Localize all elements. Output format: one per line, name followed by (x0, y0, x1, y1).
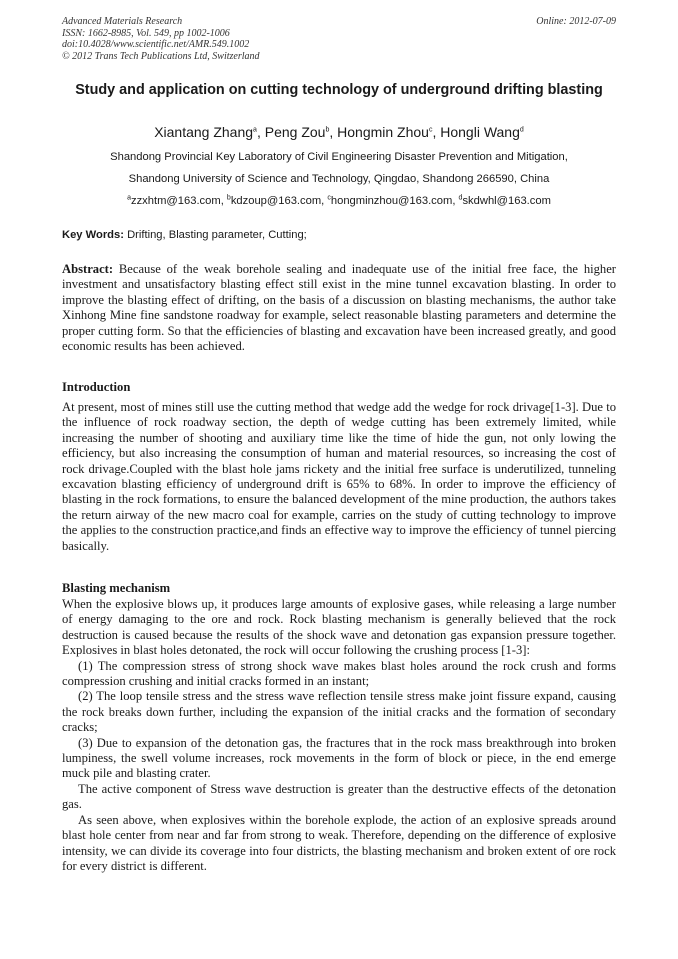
author: Peng Zou$^b$ (264, 124, 330, 140)
mechanism-item-3: (3) Due to expansion of the detonation gas, the fractures that in the rock mass breakthrough into broken lumpiness, the swell volume increases, rock movements in the form of block or piece, in the end emerge muck pile and blasting crater. (62, 735, 616, 781)
abstract-text: Because of the weak borehole sealing and inadequate use of the initial free face, the higher investment and unsatisfactory blasting effect still exist in the mine tunnel excavation blasting. In order to improve the blasting effect of drifting, on the basis of a discussion on blasting mechanisms, the author take Xinhong Mine fine sandstone roadway for example, select reasonable blasting parameters and determine the proper cutting form. So that the efficiencies of blasting and excavation have been increased greatly, and good economic results has been achieved. (62, 262, 616, 354)
mechanism-section (62, 597, 616, 874)
email-list: $^a$zzxhtm@163.com, $^b$kdzoup@163.com, $^c$hongminzhou@163.com, $^d$skdwhl@163.com (127, 194, 551, 207)
author: Xiantang Zhang$^a$ (154, 124, 257, 140)
issn-line: ISSN: 1662-8985, Vol. 549, pp 1002-1006 (62, 27, 230, 39)
mechanism-item-2: (2) The loop tensile stress and the stress wave reflection tensile stress make joint fissure expand, causing the rock breaks down further, including the expansion of the initial cracks and the formation of secondary cracks; (62, 689, 616, 735)
author-list: Xiantang Zhang$^a$, Peng Zou$^b$, Hongmin Zhou$^c$, Hongli Wang$^d$ (154, 124, 524, 140)
journal-name: Advanced Materials Research (62, 16, 183, 27)
keywords-text: Drifting, Blasting parameter, Cutting; (123, 229, 307, 241)
journal-header (62, 16, 260, 62)
introduction-paragraph: At present, most of mines still use the cutting method that wedge add the wedge for rock drivage[1-3]. Due to the influence of rock roadway section, the depth of wedge cutting has been extremely limited, while increasing the number of shooting and auxiliary time like the time of hide the gun, not only lowing the efficiency, but also increasing the consumption of human and material resources, so increasing the cost of rock drivage.Coupled with the blast hole jams rickety and the initial free surface is underutilized, tunneling excavation blasting efficiency of underground drift is 65% to 68%. In order to improve the efficiency of blasting in the rock formations, to ensure the balanced development of the mine production, the authors takes the return airway of the new macro coal for example, carries on the study of cutting technology to improve the applies to the construction practice,and finds an effective way to improve the efficiency of tunnel piercing basically. (62, 400, 616, 553)
email: $^b$kdzoup@163.com (226, 194, 322, 207)
keywords (62, 228, 616, 242)
email: $^d$skdwhl@163.com (458, 194, 551, 207)
online-date: Online: 2012-07-09 (536, 16, 616, 27)
mechanism-paragraph-2: The active component of Stress wave destruction is greater than the destructive effects of the detonation gas. (62, 781, 616, 812)
author: Hongli Wang$^d$ (440, 124, 524, 140)
email: $^a$zzxhtm@163.com (127, 194, 221, 207)
doi-line: doi:10.4028/www.scientific.net/AMR.549.1002 (62, 39, 250, 50)
email: $^c$hongminzhou@163.com (327, 194, 453, 207)
mechanism-paragraph-1: When the explosive blows up, it produces large amounts of explosive gases, while releasing a large number of energy damaging to the ore and rock. Rock blasting mechanism is generally believed that the rock destruction is caused because the results of the shock wave and detonation gas expansion pressure together. Explosives in blast holes detonated, the rock will occur following the crushing process [1-3]: (62, 597, 616, 658)
abstract (62, 262, 616, 354)
author: Hongmin Zhou$^c$ (337, 124, 433, 140)
affiliation-line-2: Shandong University of Science and Technology, Qingdao, Shandong 266590, China (128, 173, 550, 185)
mechanism-item-1: (1) The compression stress of strong shock wave makes blast holes around the rock crush and forms compression crushing and initial cracks formed in an instant; (62, 658, 616, 689)
section-heading-blasting-mechanism: Blasting mechanism (62, 581, 171, 595)
paper-title: Study and application on cutting technology of underground drifting blasting (75, 82, 603, 98)
abstract-label: Abstract: (62, 262, 114, 276)
mechanism-paragraph-3: As seen above, when explosives within the borehole explode, the action of an explosive spreads around blast hole center from near and far from strong to weak. Therefore, depending on the difference of explosive intensity, we can divide its coverage into four districts, the blasting mechanism and broken extent of ore rock for every district is different. (62, 812, 616, 873)
keywords-label: Key Words: (62, 229, 124, 241)
section-heading-introduction: Introduction (62, 380, 131, 394)
affiliation-line-1: Shandong Provincial Key Laboratory of Civil Engineering Disaster Prevention and Mitigation, (110, 151, 568, 163)
copyright-line: © 2012 Trans Tech Publications Ltd, Switzerland (62, 50, 260, 62)
